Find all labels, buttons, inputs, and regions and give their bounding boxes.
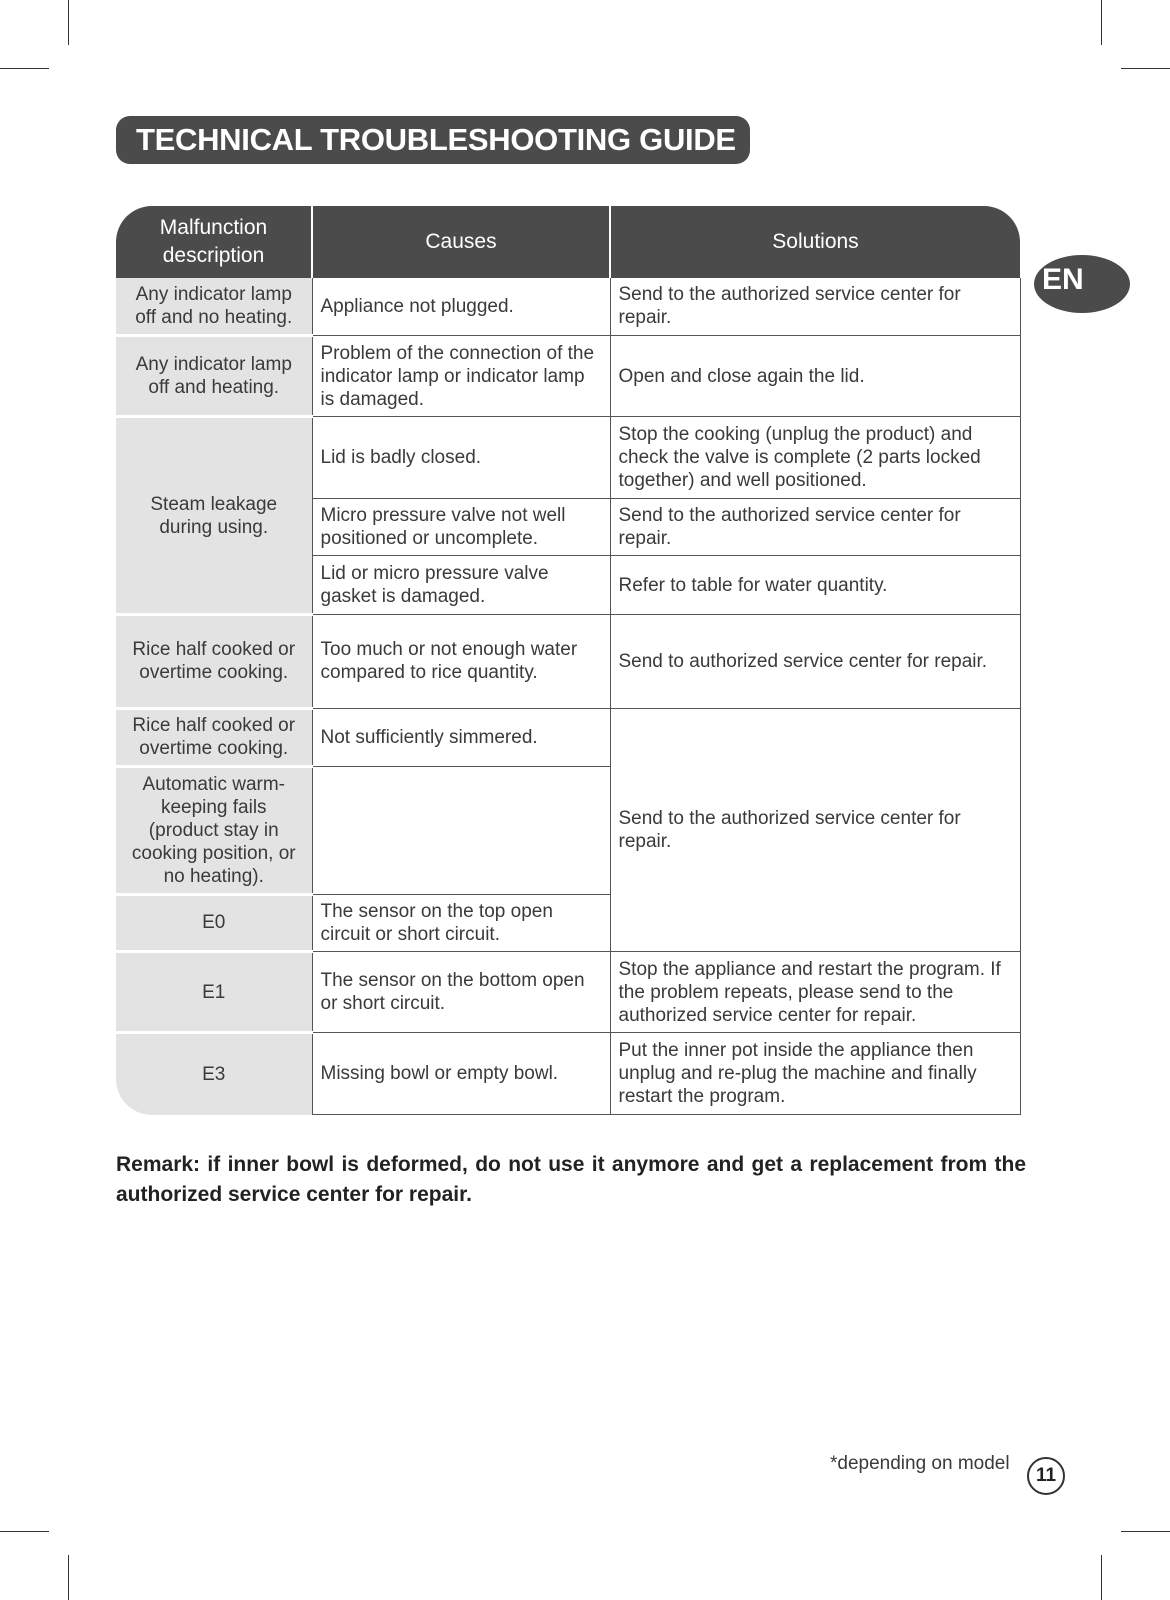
solution-cell: Send to the authorized service center for repair. — [610, 278, 1020, 335]
solution-cell: Stop the appliance and restart the program. If the problem repeats, please send to the authorized service center for repair. — [610, 951, 1020, 1033]
troubleshooting-table — [116, 206, 1021, 1115]
cause-cell: Lid is badly closed. — [312, 417, 610, 499]
cause-cell: Problem of the connection of the indicator lamp or indicator lamp is damaged. — [312, 335, 610, 417]
malfunction-cell: E0 — [116, 894, 312, 951]
table-row — [116, 951, 1020, 1033]
cause-cell: Too much or not enough water compared to rice quantity. — [312, 614, 610, 709]
header-causes: Causes — [312, 206, 610, 278]
cause-cell: Missing bowl or empty bowl. — [312, 1033, 610, 1115]
crop-mark — [1101, 0, 1102, 45]
table-row — [116, 335, 1020, 417]
table-row — [116, 278, 1020, 335]
solution-cell: Send to the authorized service center for repair. — [610, 498, 1020, 555]
solution-cell: Send to authorized service center for repair. — [610, 614, 1020, 709]
remark-note: Remark: if inner bowl is deformed, do not use it anymore and get a replacement from the authorized service center for repair. — [116, 1153, 1026, 1206]
solution-cell: Send to the authorized service center for repair. — [610, 709, 1020, 952]
table-header-row — [116, 206, 1020, 278]
page-title: TECHNICAL TROUBLESHOOTING GUIDE — [116, 116, 750, 164]
solution-cell: Open and close again the lid. — [610, 335, 1020, 417]
malfunction-cell: Automatic warm-keeping fails (product stay in cooking position, or no heating). — [116, 766, 312, 894]
malfunction-cell: Steam leakage during using. — [116, 417, 312, 614]
malfunction-cell: Any indicator lamp off and no heating. — [116, 278, 312, 335]
crop-mark — [68, 1555, 69, 1600]
malfunction-cell: Rice half cooked or overtime cooking. — [116, 614, 312, 709]
cause-cell: Micro pressure valve not well positioned or uncomplete. — [312, 498, 610, 555]
table-row — [116, 709, 1020, 766]
header-solutions: Solutions — [610, 206, 1020, 278]
table-row — [116, 417, 1020, 499]
malfunction-cell: Rice half cooked or overtime cooking. — [116, 709, 312, 766]
header-malfunction: Malfunction description — [116, 206, 312, 278]
crop-mark — [1121, 1531, 1170, 1532]
crop-mark — [1121, 68, 1170, 69]
footnote: *depending on model — [830, 1453, 1010, 1474]
cause-cell: The sensor on the top open circuit or short circuit. — [312, 894, 610, 951]
crop-mark — [0, 68, 49, 69]
solution-cell: Put the inner pot inside the appliance then unplug and re-plug the machine and finally restart the program. — [610, 1033, 1020, 1115]
cause-cell: Not sufficiently simmered. — [312, 709, 610, 766]
language-badge: EN — [1034, 255, 1130, 313]
solution-cell: Refer to table for water quantity. — [610, 556, 1020, 614]
malfunction-cell: E1 — [116, 951, 312, 1033]
page-number: 11 — [1027, 1457, 1065, 1495]
cause-cell: Appliance not plugged. — [312, 278, 610, 335]
crop-mark — [0, 1531, 49, 1532]
crop-mark — [1101, 1555, 1102, 1600]
solution-cell: Stop the cooking (unplug the product) and check the valve is complete (2 parts locked together) and well positioned. — [610, 417, 1020, 499]
cause-cell: Lid or micro pressure valve gasket is damaged. — [312, 556, 610, 614]
malfunction-cell: E3 — [116, 1033, 312, 1115]
crop-mark — [68, 0, 69, 45]
cause-cell: The sensor on the bottom open or short circuit. — [312, 951, 610, 1033]
cause-cell — [312, 766, 610, 894]
table-row — [116, 1033, 1020, 1115]
table-row — [116, 614, 1020, 709]
malfunction-cell: Any indicator lamp off and heating. — [116, 335, 312, 417]
